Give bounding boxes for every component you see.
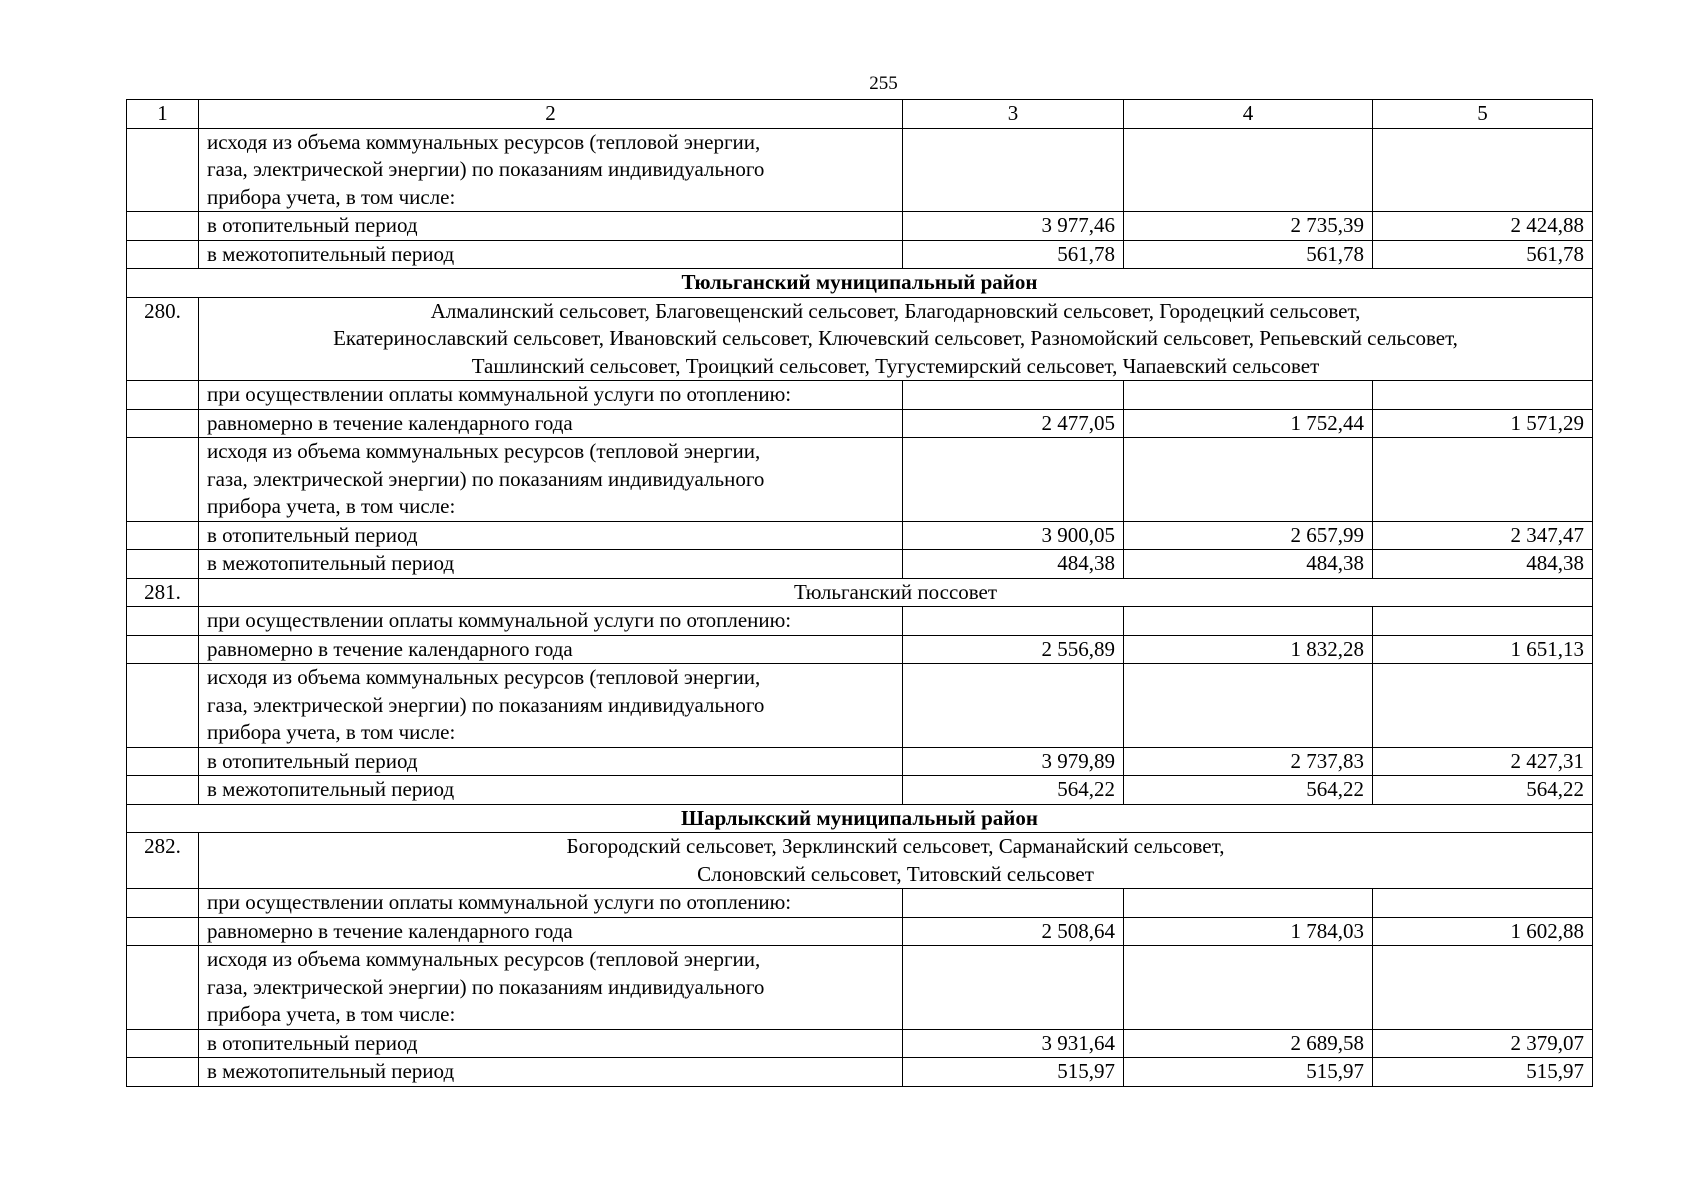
value-col-5: 561,78	[1373, 240, 1593, 269]
table-row	[127, 381, 1593, 410]
value-col-3: 2 556,89	[903, 635, 1124, 664]
value-col-4: 1 832,28	[1124, 635, 1373, 664]
value-col-3: 564,22	[903, 776, 1124, 805]
district-heading: Тюльганский муниципальный район	[127, 269, 1593, 298]
value-col-5: 564,22	[1373, 776, 1593, 805]
tariff-description: в отопительный период	[199, 212, 903, 241]
district-heading: Шарлыкский муниципальный район	[127, 804, 1593, 833]
row-number: 281.	[127, 578, 199, 607]
value-col-3: 3 931,64	[903, 1029, 1124, 1058]
value-col-5	[1373, 381, 1593, 410]
value-col-3	[903, 381, 1124, 410]
table-row	[127, 889, 1593, 918]
value-col-4: 2 737,83	[1124, 747, 1373, 776]
tariff-description: исходя из объема коммунальных ресурсов (тепловой энергии, газа, электрической энергии) по показаниям индивидуального прибора учета, в том числе:	[199, 438, 903, 522]
table-row	[127, 917, 1593, 946]
row-number: 280.	[127, 297, 199, 381]
locality-row	[127, 833, 1593, 889]
value-col-5: 1 651,13	[1373, 635, 1593, 664]
value-col-3: 3 979,89	[903, 747, 1124, 776]
value-col-4: 2 657,99	[1124, 521, 1373, 550]
row-number-empty	[127, 747, 199, 776]
row-number-empty	[127, 1029, 199, 1058]
table-row	[127, 550, 1593, 579]
value-col-5: 2 347,47	[1373, 521, 1593, 550]
table-row	[127, 1029, 1593, 1058]
value-col-5: 484,38	[1373, 550, 1593, 579]
value-col-4	[1124, 664, 1373, 748]
value-col-4	[1124, 381, 1373, 410]
tariff-description: равномерно в течение календарного года	[199, 409, 903, 438]
table-row	[127, 747, 1593, 776]
tariff-description: равномерно в течение календарного года	[199, 917, 903, 946]
tariff-description: в межотопительный период	[199, 1058, 903, 1087]
column-header-5: 5	[1373, 100, 1593, 129]
table-row	[127, 607, 1593, 636]
row-number-empty	[127, 240, 199, 269]
tariff-description: в отопительный период	[199, 521, 903, 550]
value-col-3	[903, 607, 1124, 636]
tariff-description: исходя из объема коммунальных ресурсов (тепловой энергии, газа, электрической энергии) по показаниям индивидуального прибора учета, в том числе:	[199, 946, 903, 1030]
locality-names: Алмалинский сельсовет, Благовещенский сельсовет, Благодарновский сельсовет, Городецкий сельсовет, Екатеринославский сельсовет, Ивановский сельсовет, Ключевский сельсовет, Разномойский сельсовет, Репьевский сельсовет, Ташлинский сельсовет, Троицкий сельсовет, Тугустемирский сельсовет, Чапаевский сельсовет	[199, 297, 1593, 381]
value-col-4	[1124, 438, 1373, 522]
value-col-4	[1124, 946, 1373, 1030]
tariff-description: при осуществлении оплаты коммунальной услуги по отоплению:	[199, 889, 903, 918]
table-row	[127, 521, 1593, 550]
tariff-description: при осуществлении оплаты коммунальной услуги по отоплению:	[199, 381, 903, 410]
locality-names: Тюльганский поссовет	[199, 578, 1593, 607]
tariff-description: в межотопительный период	[199, 240, 903, 269]
tariff-table	[126, 99, 1593, 1087]
value-col-4: 2 689,58	[1124, 1029, 1373, 1058]
row-number-empty	[127, 946, 199, 1030]
value-col-5	[1373, 889, 1593, 918]
value-col-3	[903, 664, 1124, 748]
tariff-description: в отопительный период	[199, 1029, 903, 1058]
locality-row	[127, 297, 1593, 381]
row-number-empty	[127, 550, 199, 579]
value-col-3: 2 508,64	[903, 917, 1124, 946]
value-col-3	[903, 128, 1124, 212]
value-col-5: 2 379,07	[1373, 1029, 1593, 1058]
value-col-4	[1124, 889, 1373, 918]
value-col-5	[1373, 946, 1593, 1030]
value-col-5: 2 427,31	[1373, 747, 1593, 776]
table-row	[127, 664, 1593, 748]
column-header-3: 3	[903, 100, 1124, 129]
value-col-5: 2 424,88	[1373, 212, 1593, 241]
row-number-empty	[127, 409, 199, 438]
value-col-4: 1 784,03	[1124, 917, 1373, 946]
value-col-3: 3 900,05	[903, 521, 1124, 550]
column-number-row	[127, 100, 1593, 129]
district-heading-row	[127, 269, 1593, 298]
tariff-description: исходя из объема коммунальных ресурсов (тепловой энергии, газа, электрической энергии) по показаниям индивидуального прибора учета, в том числе:	[199, 128, 903, 212]
value-col-5	[1373, 438, 1593, 522]
value-col-5: 515,97	[1373, 1058, 1593, 1087]
row-number-empty	[127, 128, 199, 212]
value-col-5	[1373, 664, 1593, 748]
value-col-4	[1124, 607, 1373, 636]
column-header-1: 1	[127, 100, 199, 129]
row-number-empty	[127, 776, 199, 805]
value-col-3: 2 477,05	[903, 409, 1124, 438]
column-header-4: 4	[1124, 100, 1373, 129]
value-col-5	[1373, 607, 1593, 636]
row-number-empty	[127, 917, 199, 946]
value-col-3	[903, 889, 1124, 918]
column-header-2: 2	[199, 100, 903, 129]
tariff-description: равномерно в течение календарного года	[199, 635, 903, 664]
row-number-empty	[127, 607, 199, 636]
row-number-empty	[127, 212, 199, 241]
value-col-5	[1373, 128, 1593, 212]
locality-row	[127, 578, 1593, 607]
value-col-4: 561,78	[1124, 240, 1373, 269]
row-number-empty	[127, 438, 199, 522]
value-col-4: 564,22	[1124, 776, 1373, 805]
row-number-empty	[127, 664, 199, 748]
tariff-description: в отопительный период	[199, 747, 903, 776]
tariff-description: при осуществлении оплаты коммунальной услуги по отоплению:	[199, 607, 903, 636]
value-col-4: 515,97	[1124, 1058, 1373, 1087]
district-heading-row	[127, 804, 1593, 833]
value-col-3: 561,78	[903, 240, 1124, 269]
table-body	[127, 128, 1593, 1086]
value-col-3: 3 977,46	[903, 212, 1124, 241]
value-col-3	[903, 438, 1124, 522]
table-row	[127, 438, 1593, 522]
row-number-empty	[127, 635, 199, 664]
value-col-3	[903, 946, 1124, 1030]
tariff-description: в межотопительный период	[199, 550, 903, 579]
value-col-4: 484,38	[1124, 550, 1373, 579]
value-col-4: 1 752,44	[1124, 409, 1373, 438]
value-col-4: 2 735,39	[1124, 212, 1373, 241]
tariff-description: в межотопительный период	[199, 776, 903, 805]
table-row	[127, 635, 1593, 664]
row-number-empty	[127, 381, 199, 410]
value-col-3: 515,97	[903, 1058, 1124, 1087]
table-row	[127, 212, 1593, 241]
value-col-3: 484,38	[903, 550, 1124, 579]
value-col-5: 1 602,88	[1373, 917, 1593, 946]
table-row	[127, 409, 1593, 438]
table-row	[127, 128, 1593, 212]
row-number: 282.	[127, 833, 199, 889]
table-row	[127, 946, 1593, 1030]
value-col-5: 1 571,29	[1373, 409, 1593, 438]
row-number-empty	[127, 1058, 199, 1087]
table-row	[127, 776, 1593, 805]
value-col-4	[1124, 128, 1373, 212]
page-number: 255	[869, 73, 898, 94]
row-number-empty	[127, 889, 199, 918]
locality-names: Богородский сельсовет, Зерклинский сельсовет, Сарманайский сельсовет, Слоновский сельсовет, Титовский сельсовет	[199, 833, 1593, 889]
row-number-empty	[127, 521, 199, 550]
tariff-description: исходя из объема коммунальных ресурсов (тепловой энергии, газа, электрической энергии) по показаниям индивидуального прибора учета, в том числе:	[199, 664, 903, 748]
table-row	[127, 240, 1593, 269]
table-row	[127, 1058, 1593, 1087]
